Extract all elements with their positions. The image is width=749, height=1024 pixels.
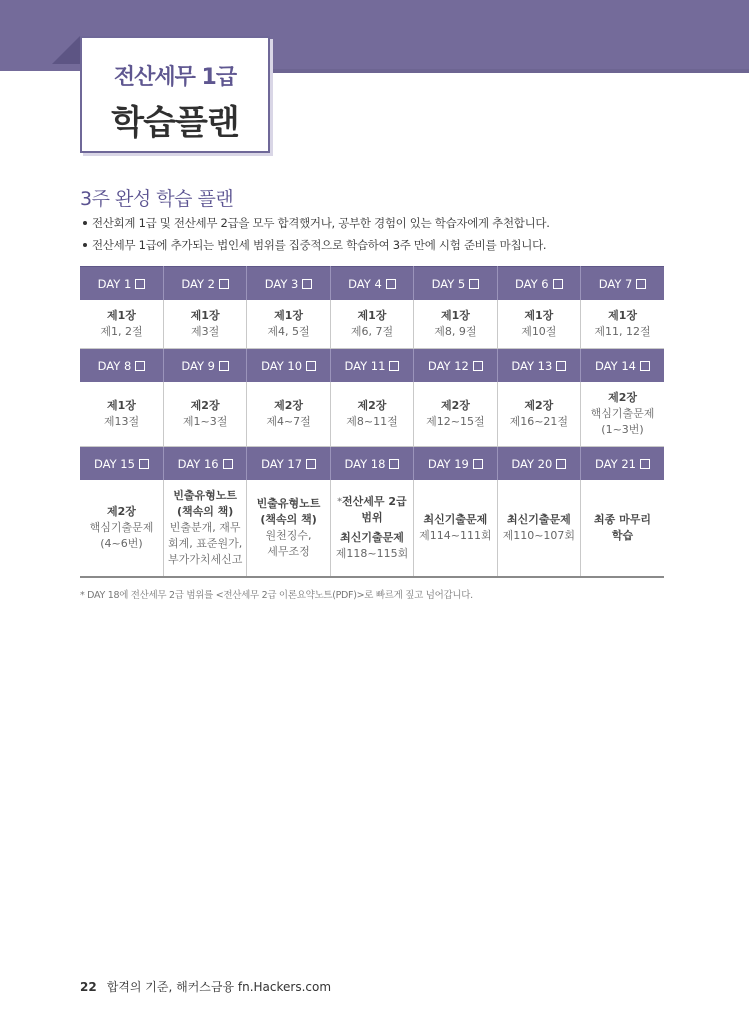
day-cell: 최신기출문제 제110~107회 [497, 480, 580, 577]
checkbox[interactable] [640, 459, 650, 469]
day-cell: 제1장 제3절 [163, 300, 246, 349]
bullet-dot-icon [83, 221, 87, 225]
day-header-row [80, 267, 664, 301]
checkbox[interactable] [389, 459, 399, 469]
day-cell: 제2장 제8~11절 [330, 382, 413, 447]
day-header: DAY 2 [163, 267, 246, 301]
checkbox[interactable] [389, 361, 399, 371]
day-header: DAY 4 [330, 267, 413, 301]
day-cell: 제1장 제8, 9절 [414, 300, 497, 349]
day-header: DAY 15 [80, 447, 163, 481]
bullet-text: 전산세무 1급에 추가되는 법인세 범위를 집중적으로 학습하여 3주 만에 시험 준비를 마칩니다. [92, 238, 547, 252]
day-header: DAY 1 [80, 267, 163, 301]
day-header: DAY 18 [330, 447, 413, 481]
day-header: DAY 3 [247, 267, 330, 301]
day-cell: 최신기출문제 제114~111회 [414, 480, 497, 577]
page-subtitle: 전산세무 1급 [113, 65, 237, 90]
checkbox[interactable] [135, 361, 145, 371]
study-plan-table [80, 266, 664, 578]
title-box [80, 36, 270, 153]
day-header-row [80, 349, 664, 383]
day-header: DAY 21 [581, 447, 664, 481]
intro-bullets [80, 215, 680, 259]
day-cell: 제1장 제1, 2절 [80, 300, 163, 349]
day-cell: 빈출유형노트 (책속의 책) 빈출분개, 재무 회계, 표준원가, 부가가치세신고 [163, 480, 246, 577]
day-cell: 제1장 제4, 5절 [247, 300, 330, 349]
page-title: 학습플랜 [111, 103, 239, 143]
day-cell: 제2장 제16~21절 [497, 382, 580, 447]
checkbox[interactable] [473, 459, 483, 469]
day-cell: 제1장 제6, 7절 [330, 300, 413, 349]
bullet-text: 전산회계 1급 및 전산세무 2급을 모두 합격했거나, 공부한 경험이 있는 학습자에게 추천합니다. [92, 216, 550, 230]
table-footnote: * DAY 18에 전산세무 2급 범위를 <전산세무 2급 이론요약노트(PDF)>로 빠르게 짚고 넘어갑니다. [80, 590, 473, 601]
page-footer [80, 978, 331, 995]
checkbox[interactable] [473, 361, 483, 371]
day-header: DAY 17 [247, 447, 330, 481]
day-header: DAY 19 [414, 447, 497, 481]
footnote-marker: * [337, 497, 343, 507]
checkbox[interactable] [219, 279, 229, 289]
checkbox[interactable] [556, 361, 566, 371]
checkbox[interactable] [553, 279, 563, 289]
title-tab-corner [52, 36, 80, 64]
day-content-row [80, 480, 664, 577]
checkbox[interactable] [306, 361, 316, 371]
checkbox[interactable] [640, 361, 650, 371]
day-cell: 제2장 핵심기출문제 (1~3번) [581, 382, 664, 447]
day-header: DAY 9 [163, 349, 246, 383]
checkbox[interactable] [386, 279, 396, 289]
day-header: DAY 14 [581, 349, 664, 383]
day-cell: *전산세무 2급 범위 최신기출문제 제118~115회 [330, 480, 413, 577]
bullet-item [80, 215, 680, 231]
day-header-row [80, 447, 664, 481]
day-cell: 최종 마무리 학습 [581, 480, 664, 577]
day-cell: 제1장 제11, 12절 [581, 300, 664, 349]
header-band-underline [270, 69, 749, 73]
day-content-row [80, 382, 664, 447]
checkbox[interactable] [219, 361, 229, 371]
day-header: DAY 10 [247, 349, 330, 383]
section-heading: 3주 완성 학습 플랜 [80, 188, 234, 210]
checkbox[interactable] [223, 459, 233, 469]
day-cell: 제1장 제13절 [80, 382, 163, 447]
checkbox[interactable] [135, 279, 145, 289]
day-cell: 빈출유형노트 (책속의 책) 원천징수, 세무조정 [247, 480, 330, 577]
day-cell: 제2장 제4~7절 [247, 382, 330, 447]
day-cell: 제1장 제10절 [497, 300, 580, 349]
day-header: DAY 13 [497, 349, 580, 383]
day-content-row [80, 300, 664, 349]
checkbox[interactable] [139, 459, 149, 469]
checkbox[interactable] [306, 459, 316, 469]
bullet-dot-icon [83, 243, 87, 247]
day-header: DAY 11 [330, 349, 413, 383]
checkbox[interactable] [302, 279, 312, 289]
day-cell: 제2장 핵심기출문제 (4~6번) [80, 480, 163, 577]
day-header: DAY 16 [163, 447, 246, 481]
footer-text: 합격의 기준, 해커스금융 fn.Hackers.com [106, 980, 332, 994]
checkbox[interactable] [469, 279, 479, 289]
day-cell: 제2장 제12~15절 [414, 382, 497, 447]
day-cell: 제2장 제1~3절 [163, 382, 246, 447]
checkbox[interactable] [636, 279, 646, 289]
day-header: DAY 8 [80, 349, 163, 383]
day-header: DAY 7 [581, 267, 664, 301]
day-header: DAY 6 [497, 267, 580, 301]
checkbox[interactable] [556, 459, 566, 469]
day-header: DAY 20 [497, 447, 580, 481]
day-header: DAY 12 [414, 349, 497, 383]
bullet-item [80, 237, 680, 253]
day-header: DAY 5 [414, 267, 497, 301]
page-number: 22 [80, 980, 97, 994]
